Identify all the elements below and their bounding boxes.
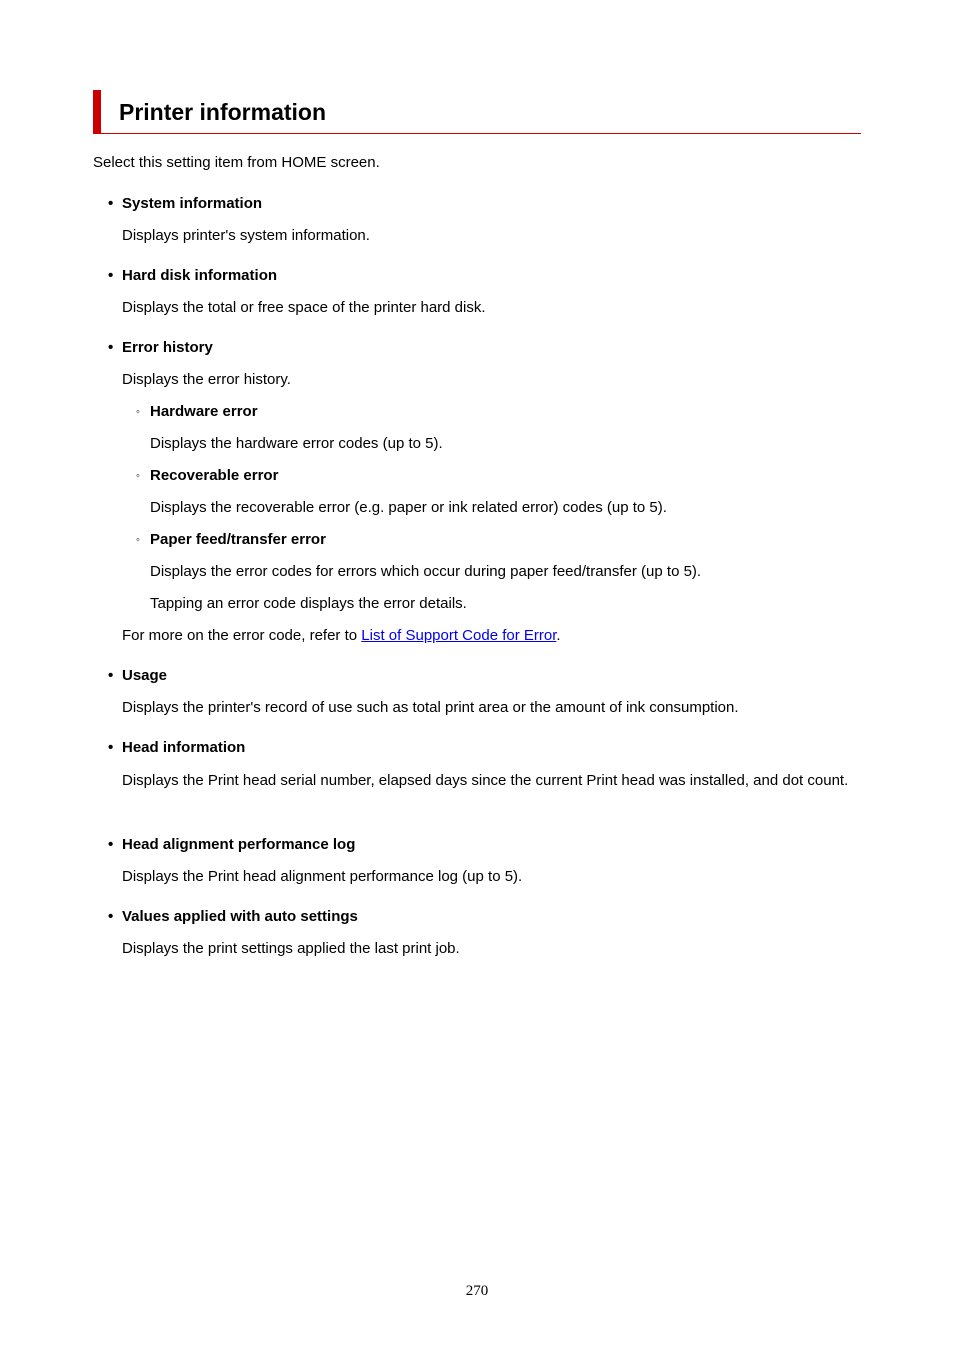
item-title-system-information: System information xyxy=(122,195,263,212)
bullet-icon: • xyxy=(108,339,114,356)
subitem-desc-paper-feed-transfer-error: Displays the error codes for errors which occur during paper feed/transfer (up to 5). xyxy=(150,563,702,580)
subitem-desc-recoverable-error: Displays the recoverable error (e.g. paper or ink related error) codes (up to 5). xyxy=(150,499,667,516)
page-number: 270 xyxy=(465,1283,489,1299)
item-desc-system-information: Displays printer's system information. xyxy=(122,227,370,244)
subbullet-icon: ◦ xyxy=(136,470,140,482)
bullet-icon: • xyxy=(108,667,114,684)
subbullet-icon: ◦ xyxy=(136,534,140,546)
heading-accent-bar xyxy=(93,90,101,133)
section-heading xyxy=(93,90,861,134)
subitem-title-hardware-error: Hardware error xyxy=(150,403,258,420)
subbullet-icon: ◦ xyxy=(136,406,140,418)
item-title-usage: Usage xyxy=(122,667,168,684)
bullet-icon: • xyxy=(108,836,114,853)
intro-text: Select this setting item from HOME screen. xyxy=(93,154,380,171)
error-details-note: Tapping an error code displays the error details. xyxy=(150,595,467,612)
item-desc-usage: Displays the printer's record of use such as total print area or the amount of ink consumption. xyxy=(122,699,739,716)
item-desc-error-history: Displays the error history. xyxy=(122,371,291,388)
item-title-error-history: Error history xyxy=(122,339,213,356)
item-desc-hard-disk-information: Displays the total or free space of the printer hard disk. xyxy=(122,299,486,316)
item-desc-head-information: Displays the Print head serial number, elapsed days since the current Print head was installed, and dot count. xyxy=(122,772,849,789)
subitem-title-paper-feed-transfer-error: Paper feed/transfer error xyxy=(150,531,326,548)
support-code-list-link[interactable]: List of Support Code for Error xyxy=(361,627,557,644)
error-code-reference xyxy=(122,624,561,648)
item-title-head-information: Head information xyxy=(122,739,246,756)
item-desc-values-applied-with-auto-settings: Displays the print settings applied the last print job. xyxy=(122,940,460,957)
reference-prefix: For more on the error code, refer to xyxy=(122,627,362,644)
bullet-icon: • xyxy=(108,739,114,756)
item-title-values-applied-with-auto-settings: Values applied with auto settings xyxy=(122,908,358,925)
bullet-icon: • xyxy=(108,267,114,284)
subitem-desc-hardware-error: Displays the hardware error codes (up to 5). xyxy=(150,435,443,452)
item-desc-head-alignment-performance-log: Displays the Print head alignment performance log (up to 5). xyxy=(122,868,523,885)
item-title-head-alignment-performance-log: Head alignment performance log xyxy=(122,836,356,853)
bullet-icon: • xyxy=(108,195,114,212)
subitem-title-recoverable-error: Recoverable error xyxy=(150,467,279,484)
bullet-icon: • xyxy=(108,908,114,925)
item-title-hard-disk-information: Hard disk information xyxy=(122,267,278,284)
page-title: Printer information xyxy=(119,99,327,125)
reference-suffix: . xyxy=(556,627,561,644)
